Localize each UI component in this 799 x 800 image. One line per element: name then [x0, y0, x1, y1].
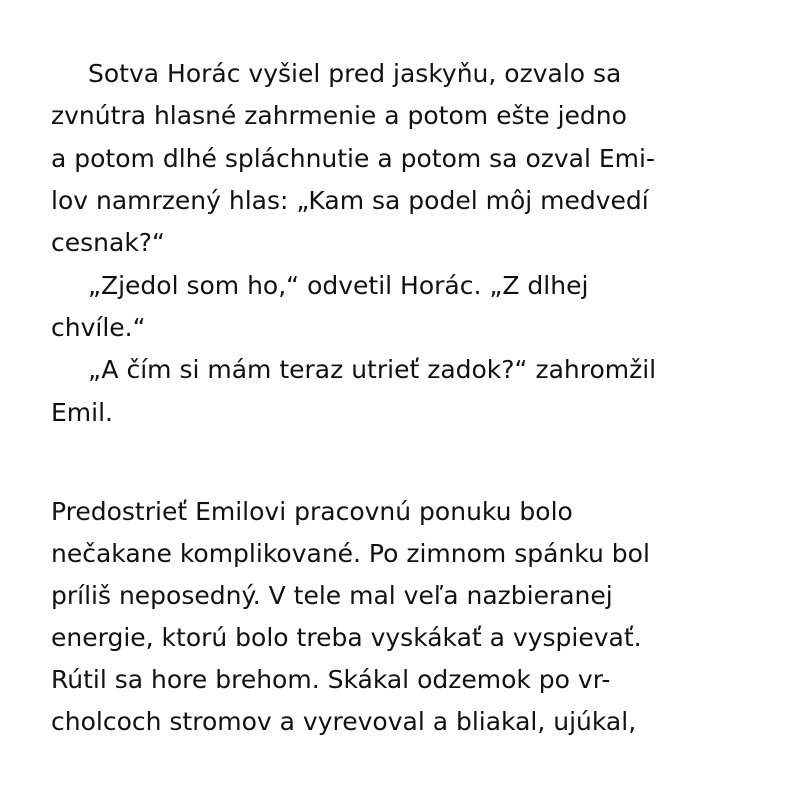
text-line: cholcoch stromov a vyrevoval a bliakal, ujúkal, [51, 707, 637, 736]
text-line: chvíle.“ [51, 313, 146, 342]
text-line: „Zjedol som ho,“ odvetil Horác. „Z dlhej [88, 271, 589, 300]
text-line: Rútil sa hore brehom. Skákal odzemok po vr- [51, 665, 611, 694]
text-line: príliš neposedný. V tele mal veľa nazbieranej [51, 581, 613, 610]
text-line: Sotva Horác vyšiel pred jaskyňu, ozvalo sa [88, 59, 622, 88]
text-line: Emil. [51, 398, 113, 427]
text-line: Predostrieť Emilovi pracovnú ponuku bolo [51, 497, 573, 526]
text-line: nečakane komplikované. Po zimnom spánku bol [51, 539, 650, 568]
text-line: lov namrzený hlas: „Kam sa podel môj medvedí [51, 186, 649, 215]
text-line: a potom dlhé spláchnutie a potom sa ozval Emi- [51, 144, 655, 173]
text-line: „A čím si mám teraz utrieť zadok?“ zahromžil [88, 355, 657, 384]
text-line: energie, ktorú bolo treba vyskákať a vyspievať. [51, 623, 642, 652]
text-line: zvnútra hlasné zahrmenie a potom ešte jedno [51, 101, 627, 130]
text-line: cesnak?“ [51, 228, 166, 257]
